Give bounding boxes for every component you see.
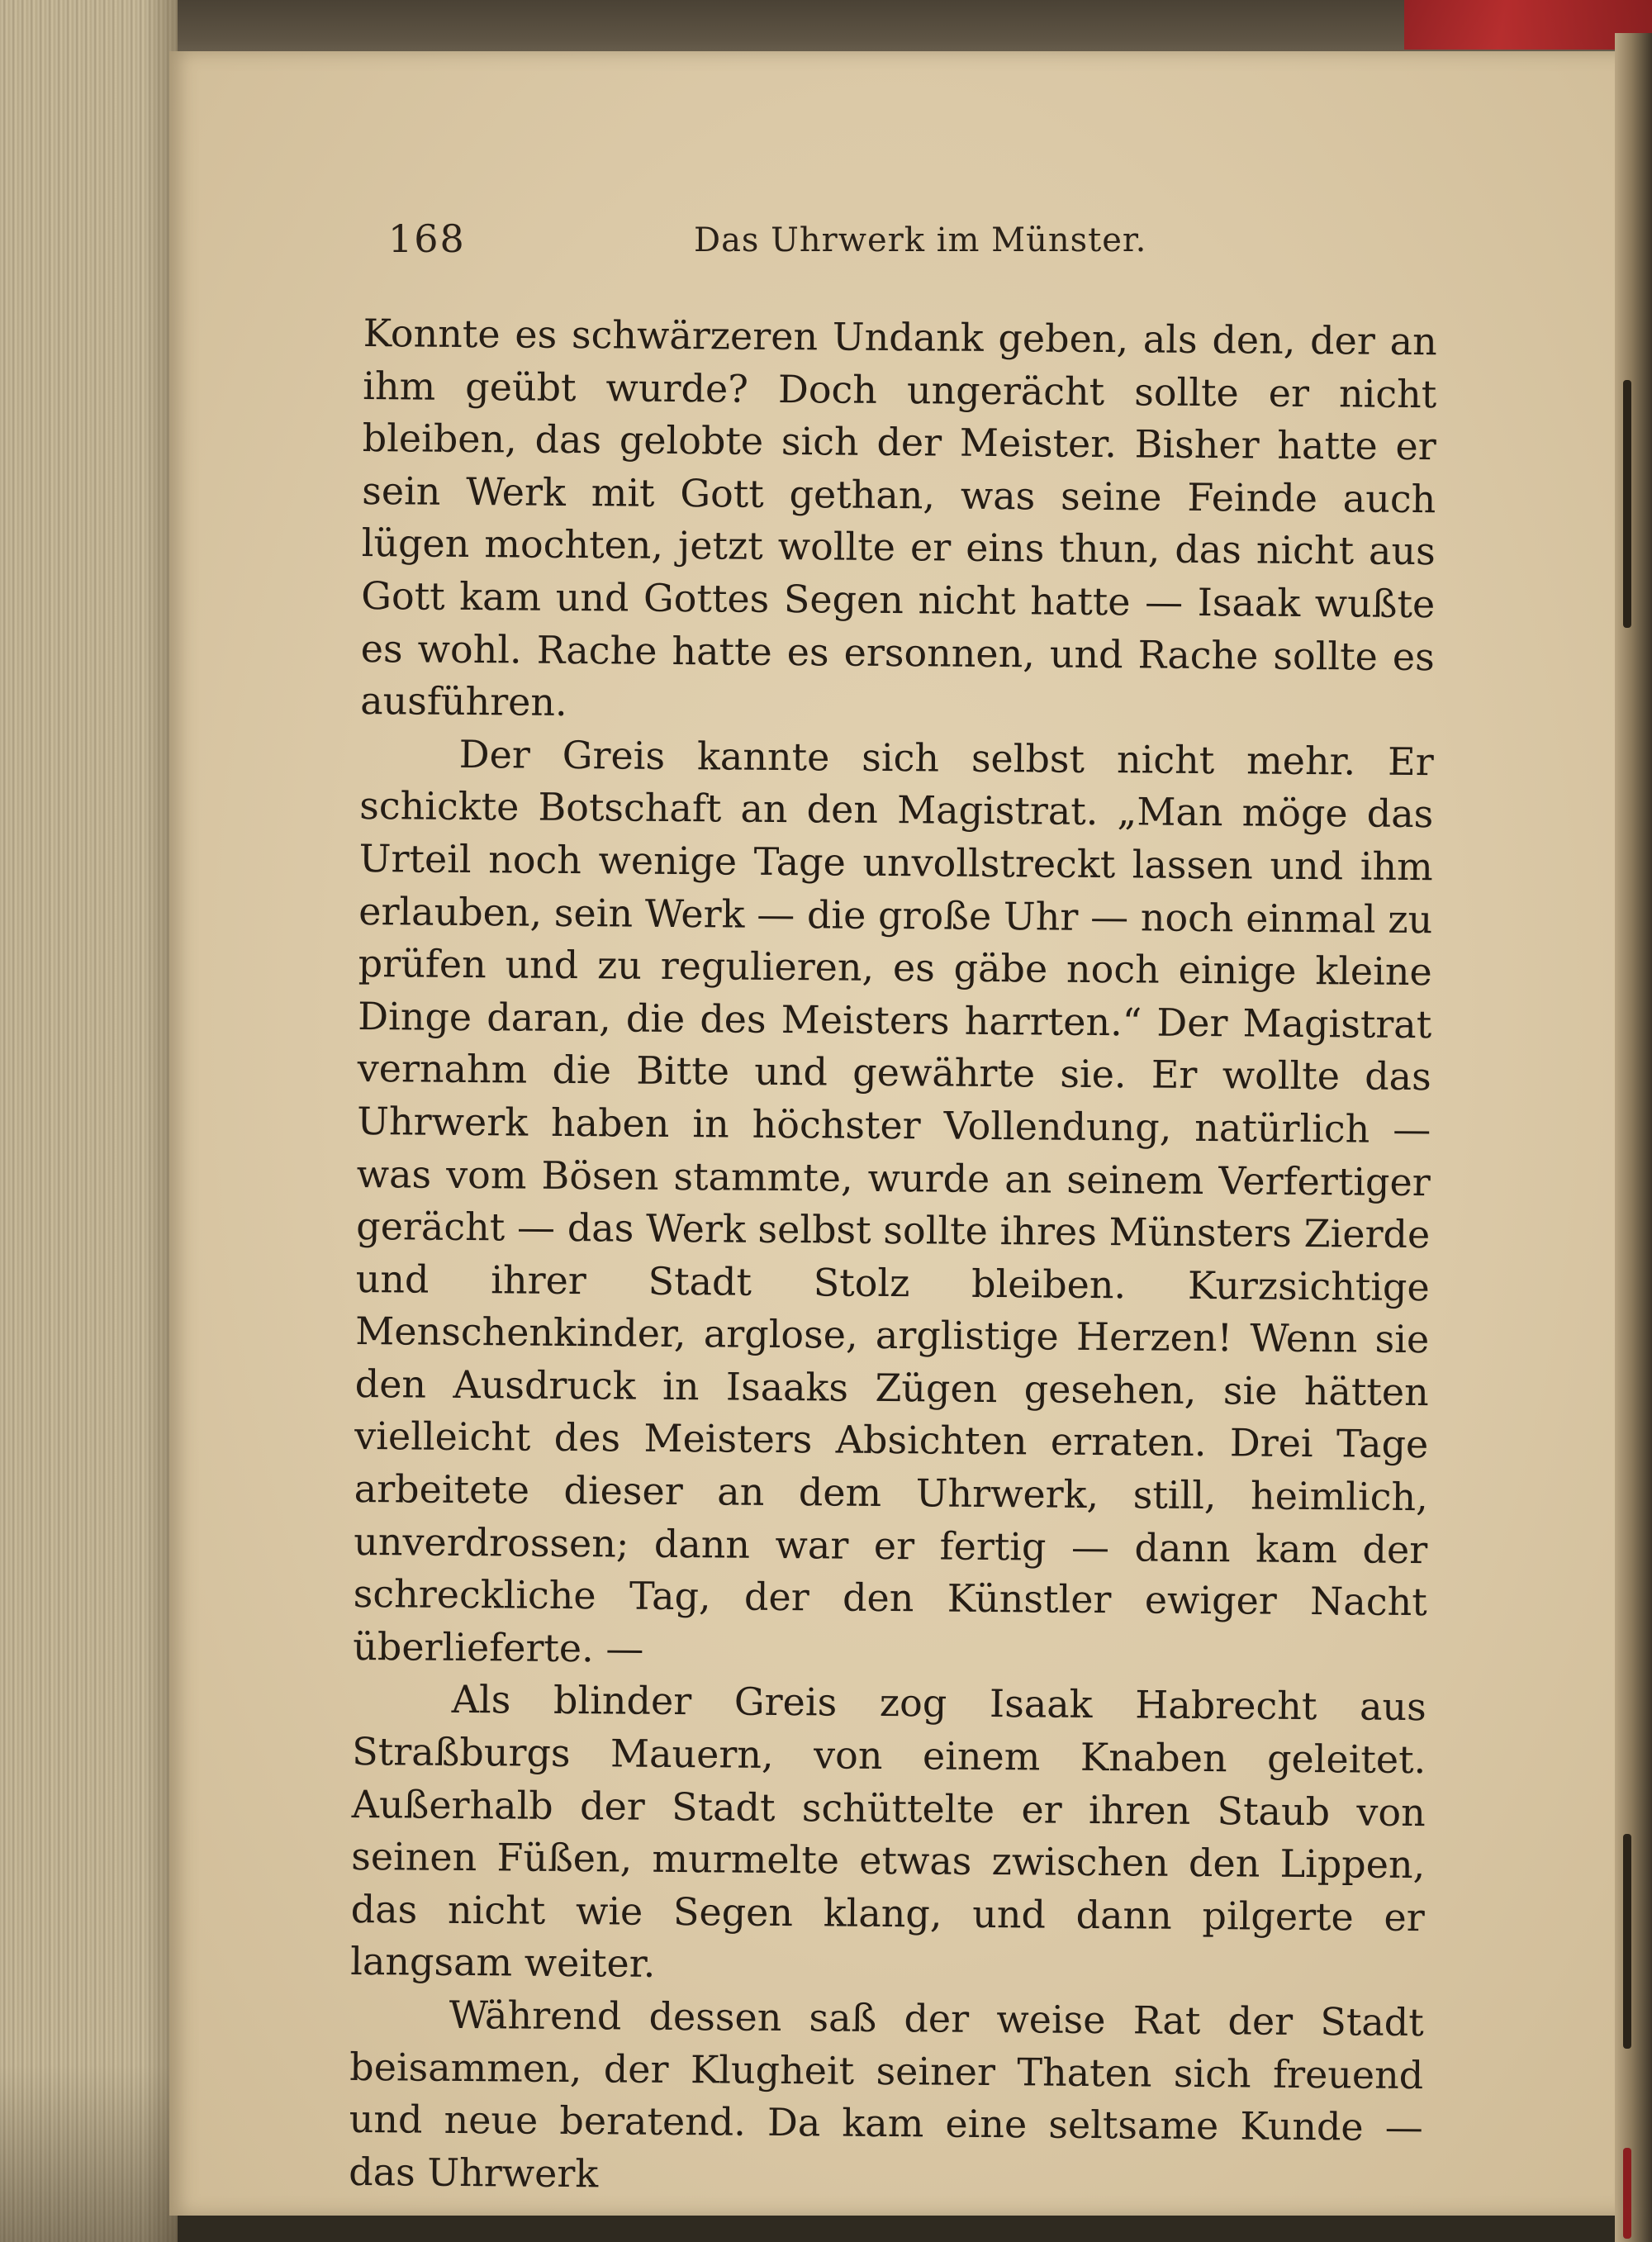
binding-mark: [1623, 2148, 1631, 2239]
page-number: 168: [388, 216, 466, 261]
page-header: [388, 216, 1479, 266]
running-title: Das Uhrwerk im Münster.: [694, 221, 1147, 259]
paragraph: Der Greis kannte sich selbst nicht mehr. Er schickte Botschaft an den Magistrat. „Man möge das Urteil noch wenige Tage unvollstreckt lassen und ihm erlauben, sein Werk — die große Uhr — noch einmal zu prüfen und zu regulieren, es gäbe noch einige kleine Dinge daran, die des Meisters harrten.“ Der Magistrat vernahm die Bitte und gewährte sie. Er wollte das Uhrwerk haben in höchster Vollendung, natürlich — was vom Bösen stammte, wurde an seinem Verfertiger gerächt — das Werk selbst sollte ihres Münsters Zierde und ihrer Stadt Stolz bleiben. Kurzsichtige Menschenkinder, arglose, arglistige Herzen! Wenn sie den Ausdruck in Isaaks Zügen gesehen, sie hätten vielleicht des Meisters Absichten erraten. Drei Tage arbeitete dieser an dem Uhrwerk, still, heimlich, unverdrossen; dann war er fertig — dann kam der schreckliche Tag, der den Künstler ewiger Nacht überlieferte. —: [353, 731, 1434, 1671]
page-stack-shadow: [0, 2065, 178, 2242]
book-spine-edge: [1615, 33, 1652, 2242]
body-text: [349, 307, 1437, 2207]
paragraph: Als blinder Greis zog Isaak Habrecht aus Straßburgs Mauern, von einem Knaben geleitet. Außerhalb der Stadt schüttelte er ihren Staub von seinen Füßen, murmelte etwas zwischen den Lippen, das nicht wie Segen klang, und dann pilgerte er langsam weiter.: [350, 1677, 1427, 1987]
binding-mark: [1623, 380, 1631, 628]
paragraph: Während dessen saß der weise Rat der Stadt beisammen, der Klugheit seiner Thaten sich freuend und neue beratend. Da kam eine seltsame Kunde — das Uhrwerk: [349, 1992, 1424, 2197]
page-stack-edges: [0, 0, 178, 2242]
binding-mark: [1623, 1834, 1631, 2049]
paragraph: Konnte es schwärzeren Undank geben, als den, der an ihm geübt wurde? Doch ungerächt sollte er nicht bleiben, das gelobte sich der Meister. Bisher hatte er sein Werk mit Gott gethan, was seine Feinde auch lügen mochten, jetzt wollte er eins thun, das nicht aus Gott kam und Gottes Segen nicht hatte — Isaak wußte es wohl. Rache hatte es ersonnen, und Rache sollte es ausführen.: [360, 310, 1437, 725]
